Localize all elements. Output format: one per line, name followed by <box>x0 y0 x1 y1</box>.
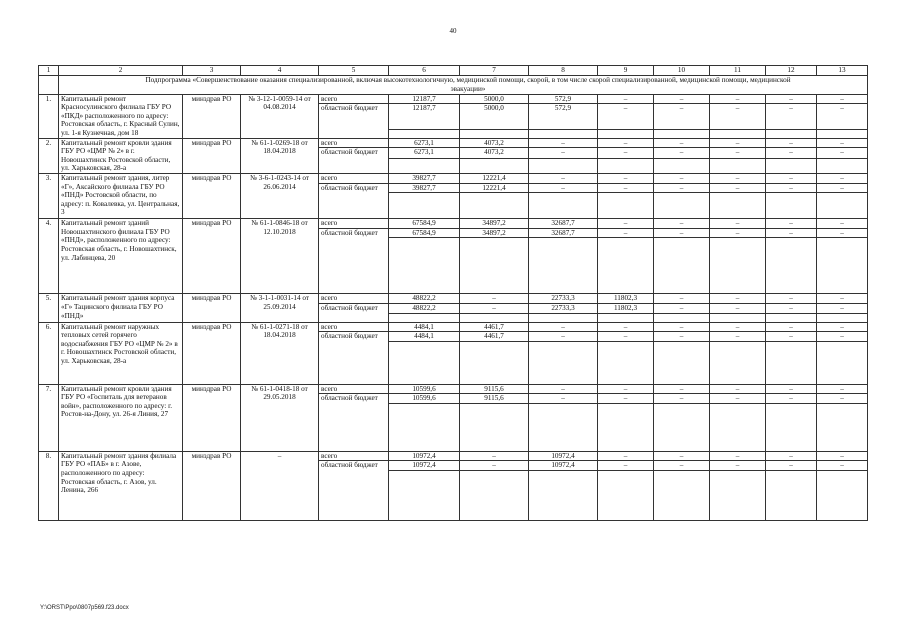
value-total: 12187,7 <box>389 94 460 104</box>
project-document: № 61-1-0271-18 от 18.04.2018 <box>241 322 319 384</box>
column-header-6: 6 <box>389 66 460 76</box>
empty-cell <box>654 238 710 294</box>
empty-cell <box>654 193 710 219</box>
value-regional: – <box>654 332 710 342</box>
value-total: – <box>766 94 817 104</box>
value-regional: – <box>710 461 766 471</box>
value-regional: – <box>654 461 710 471</box>
value-total: – <box>598 384 654 394</box>
empty-cell <box>817 158 868 173</box>
empty-cell <box>460 341 529 384</box>
value-regional: 572,9 <box>529 104 598 129</box>
value-regional: 12187,7 <box>389 104 460 129</box>
empty-cell <box>598 129 654 138</box>
value-total: – <box>710 138 766 148</box>
value-total: – <box>766 322 817 332</box>
value-total: 5000,0 <box>460 94 529 104</box>
empty-cell <box>710 238 766 294</box>
agency: минздрав РО <box>183 451 241 520</box>
table-row <box>39 173 868 183</box>
value-regional: 11802,3 <box>598 303 654 313</box>
value-regional: – <box>654 228 710 238</box>
source-total: всего <box>319 322 389 332</box>
project-document: № 61-1-0846-18 от 12.10.2018 <box>241 219 319 294</box>
table-row <box>39 384 868 394</box>
subprogram-row <box>39 75 868 94</box>
value-regional: – <box>817 148 868 159</box>
value-regional: – <box>766 228 817 238</box>
value-total: – <box>817 451 868 461</box>
value-regional: – <box>766 183 817 193</box>
value-total: – <box>710 322 766 332</box>
value-regional: – <box>710 104 766 129</box>
empty-cell <box>766 403 817 451</box>
empty-cell <box>529 129 598 138</box>
source-total: всего <box>319 451 389 461</box>
column-header-3: 3 <box>183 66 241 76</box>
value-regional: – <box>529 332 598 342</box>
empty-cell <box>598 238 654 294</box>
empty-cell <box>598 471 654 521</box>
empty-cell <box>460 193 529 219</box>
empty-cell <box>529 471 598 521</box>
column-header-12: 12 <box>766 66 817 76</box>
value-total: – <box>654 322 710 332</box>
empty-cell <box>817 193 868 219</box>
project-name: Капитальный ремонт зданий Новошахтинского филиала ГБУ РО «ПНД», расположенного по адресу: Ростовская область, г. Новошахтинск, ул. Лабинцева, 20 <box>59 219 183 294</box>
value-total: – <box>529 138 598 148</box>
value-total: – <box>460 294 529 304</box>
subprogram-title: Подпрограмма «Совершенствование оказания специализированной, включая высокотехнологичную, медицинской помощи, скорой, в том числе скорой специализированной, медицинской помощи, медицинской эвакуации» <box>59 75 868 94</box>
agency: минздрав РО <box>183 173 241 218</box>
row-number: 6. <box>39 322 59 384</box>
value-regional: – <box>654 303 710 313</box>
value-total: 10972,4 <box>389 451 460 461</box>
value-total: – <box>766 138 817 148</box>
row-number: 2. <box>39 138 59 173</box>
value-total: 11802,3 <box>598 294 654 304</box>
value-total: 22733,3 <box>529 294 598 304</box>
value-regional: – <box>817 461 868 471</box>
empty-cell <box>598 403 654 451</box>
empty-cell <box>654 341 710 384</box>
value-total: – <box>654 384 710 394</box>
table-row <box>39 94 868 104</box>
value-total: – <box>710 384 766 394</box>
value-regional: – <box>598 148 654 159</box>
value-total: – <box>598 451 654 461</box>
value-regional: 10972,4 <box>529 461 598 471</box>
value-regional: – <box>598 394 654 404</box>
column-header-11: 11 <box>710 66 766 76</box>
value-total: – <box>766 219 817 229</box>
value-total: – <box>529 384 598 394</box>
file-path-footer: Y:\ORST\Ppo\0807p569.f23.docx <box>40 605 129 611</box>
value-regional: 4484,1 <box>389 332 460 342</box>
value-regional: 12221,4 <box>460 183 529 193</box>
value-total: – <box>654 451 710 461</box>
empty-cell <box>817 313 868 322</box>
empty-cell <box>389 158 460 173</box>
value-regional: 6273,1 <box>389 148 460 159</box>
project-name: Капитальный ремонт кровли здания ГБУ РО «ЦМР № 2» в г. Новошахтинск Ростовской области, ул. Харьковская, 28-а <box>59 138 183 173</box>
empty-cell <box>710 341 766 384</box>
empty-cell <box>389 238 460 294</box>
value-total: – <box>766 451 817 461</box>
value-regional: – <box>598 461 654 471</box>
value-total: – <box>766 294 817 304</box>
source-regional: областной бюджет <box>319 148 389 174</box>
project-name: Капитальный ремонт Красносулинского филиала ГБУ РО «ПКД» расположенного по адресу: Ростовская область, г. Красный Сулин, ул. 1-я Кузнечная, дом 18 <box>59 94 183 138</box>
empty-cell <box>598 158 654 173</box>
value-total: 67584,9 <box>389 219 460 229</box>
empty-cell <box>460 158 529 173</box>
value-regional: – <box>654 148 710 159</box>
project-name: Капитальный ремонт кровли здания ГБУ РО «Госпиталь для ветеранов войн», расположенного по адресу: г. Ростов-на-Дону, ул. 26-я Линия, 27 <box>59 384 183 451</box>
empty-cell <box>460 313 529 322</box>
agency: минздрав РО <box>183 322 241 384</box>
budget-table <box>38 65 868 521</box>
source-total: всего <box>319 219 389 229</box>
value-total: 572,9 <box>529 94 598 104</box>
value-regional: 32687,7 <box>529 228 598 238</box>
value-total: 39827,7 <box>389 173 460 183</box>
value-total: – <box>598 173 654 183</box>
value-regional: – <box>710 228 766 238</box>
source-regional: областной бюджет <box>319 303 389 322</box>
value-regional: – <box>654 183 710 193</box>
value-regional: – <box>710 332 766 342</box>
value-total: – <box>598 94 654 104</box>
project-document: № 61-1-0269-18 от 18.04.2018 <box>241 138 319 173</box>
column-header-10: 10 <box>654 66 710 76</box>
empty-cell <box>710 471 766 521</box>
value-total: – <box>710 94 766 104</box>
value-total: 10599,6 <box>389 384 460 394</box>
value-regional: – <box>529 183 598 193</box>
value-regional: – <box>598 332 654 342</box>
value-regional: 9115,6 <box>460 394 529 404</box>
value-total: – <box>654 294 710 304</box>
empty-cell <box>710 403 766 451</box>
value-regional: – <box>598 183 654 193</box>
value-regional: – <box>817 183 868 193</box>
project-document: № 3-6-1-0243-14 от 26.06.2014 <box>241 173 319 218</box>
project-document: – <box>241 451 319 520</box>
agency: минздрав РО <box>183 138 241 173</box>
source-regional: областной бюджет <box>319 461 389 521</box>
source-total: всего <box>319 173 389 183</box>
value-regional: – <box>766 303 817 313</box>
value-regional: 10599,6 <box>389 394 460 404</box>
value-total: 6273,1 <box>389 138 460 148</box>
agency: минздрав РО <box>183 294 241 322</box>
empty-cell <box>654 129 710 138</box>
column-header-8: 8 <box>529 66 598 76</box>
empty-cell <box>529 313 598 322</box>
value-total: – <box>817 384 868 394</box>
value-regional: 5000,0 <box>460 104 529 129</box>
value-total: – <box>598 138 654 148</box>
value-total: – <box>710 173 766 183</box>
value-regional: 4073,2 <box>460 148 529 159</box>
empty-cell <box>389 471 460 521</box>
row-number: 7. <box>39 384 59 451</box>
value-regional: 34897,2 <box>460 228 529 238</box>
table-body <box>39 66 868 521</box>
empty-cell <box>389 193 460 219</box>
value-total: 34897,2 <box>460 219 529 229</box>
value-regional: – <box>817 303 868 313</box>
column-number-row <box>39 66 868 76</box>
value-total: – <box>710 451 766 461</box>
value-total: – <box>817 219 868 229</box>
table-row <box>39 219 868 229</box>
empty-cell <box>598 341 654 384</box>
value-regional: 4461,7 <box>460 332 529 342</box>
value-regional: – <box>710 394 766 404</box>
column-header-4: 4 <box>241 66 319 76</box>
value-total: 10972,4 <box>529 451 598 461</box>
value-total: – <box>598 219 654 229</box>
value-regional: – <box>766 104 817 129</box>
value-total: – <box>766 173 817 183</box>
empty-cell <box>766 129 817 138</box>
value-regional: – <box>817 394 868 404</box>
row-number: 8. <box>39 451 59 520</box>
value-regional: – <box>598 228 654 238</box>
column-header-2: 2 <box>59 66 183 76</box>
table-row <box>39 451 868 461</box>
empty-cell <box>460 403 529 451</box>
source-regional: областной бюджет <box>319 228 389 294</box>
empty-cell <box>529 238 598 294</box>
empty-cell <box>529 158 598 173</box>
empty-cell <box>710 158 766 173</box>
empty-cell <box>529 193 598 219</box>
value-total: – <box>766 384 817 394</box>
empty-cell <box>817 471 868 521</box>
value-total: – <box>817 173 868 183</box>
empty-cell <box>654 403 710 451</box>
value-total: – <box>529 322 598 332</box>
value-regional: – <box>766 332 817 342</box>
source-total: всего <box>319 138 389 148</box>
value-regional: 10972,4 <box>389 461 460 471</box>
empty-cell <box>389 403 460 451</box>
value-total: – <box>460 451 529 461</box>
empty-cell <box>460 471 529 521</box>
project-name: Капитальный ремонт здания, литер «Г», Аксайского филиала ГБУ РО «ПНД» Ростовской области, по адресу: п. Ковалевка, ул. Центральная, 3 <box>59 173 183 218</box>
source-total: всего <box>319 384 389 394</box>
value-total: 32687,7 <box>529 219 598 229</box>
source-regional: областной бюджет <box>319 104 389 138</box>
column-header-1: 1 <box>39 66 59 76</box>
value-total: – <box>710 219 766 229</box>
empty-cell <box>766 471 817 521</box>
column-header-9: 9 <box>598 66 654 76</box>
empty-cell <box>389 341 460 384</box>
agency: минздрав РО <box>183 384 241 451</box>
project-name: Капитальный ремонт здания филиала ГБУ РО «ПАБ» в г. Азове, расположенного по адресу: Ростовская область, г. Азов, ул. Ленина, 266 <box>59 451 183 520</box>
value-regional: – <box>766 148 817 159</box>
empty-cell <box>389 129 460 138</box>
column-header-5: 5 <box>319 66 389 76</box>
value-regional: 39827,7 <box>389 183 460 193</box>
empty-cell <box>766 193 817 219</box>
empty-cell <box>460 129 529 138</box>
value-total: – <box>529 173 598 183</box>
value-total: 9115,6 <box>460 384 529 394</box>
value-regional: – <box>710 148 766 159</box>
empty-cell <box>654 471 710 521</box>
value-regional: 48822,2 <box>389 303 460 313</box>
row-number: 3. <box>39 173 59 218</box>
table-row <box>39 294 868 304</box>
empty-cell <box>529 341 598 384</box>
project-document: № 3-12-1-0059-14 от 04.08.2014 <box>241 94 319 138</box>
table-row <box>39 322 868 332</box>
empty-cell <box>460 238 529 294</box>
project-name: Капитальный ремонт здания корпуса «Г» Тацинского филиала ГБУ РО «ПНД» <box>59 294 183 322</box>
value-total: 4484,1 <box>389 322 460 332</box>
source-regional: областной бюджет <box>319 394 389 452</box>
value-total: – <box>817 294 868 304</box>
empty-cell <box>817 341 868 384</box>
agency: минздрав РО <box>183 94 241 138</box>
value-total: – <box>598 322 654 332</box>
value-total: – <box>817 94 868 104</box>
value-regional: – <box>766 394 817 404</box>
row-number: 4. <box>39 219 59 294</box>
value-regional: – <box>817 228 868 238</box>
project-document: № 3-1-1-0031-14 от 25.09.2014 <box>241 294 319 322</box>
empty-cell <box>529 403 598 451</box>
empty-cell <box>710 313 766 322</box>
value-regional: – <box>766 461 817 471</box>
value-total: – <box>654 219 710 229</box>
row-number: 1. <box>39 94 59 138</box>
empty-cell <box>817 238 868 294</box>
empty-cell <box>598 313 654 322</box>
row-number: 5. <box>39 294 59 322</box>
source-regional: областной бюджет <box>319 183 389 219</box>
value-total: – <box>817 138 868 148</box>
table-row <box>39 138 868 148</box>
value-regional: – <box>529 394 598 404</box>
source-regional: областной бюджет <box>319 332 389 385</box>
value-regional: – <box>529 148 598 159</box>
value-total: – <box>817 322 868 332</box>
empty-cell <box>389 313 460 322</box>
page-number: 40 <box>449 27 457 35</box>
empty-cell <box>766 238 817 294</box>
value-total: – <box>654 138 710 148</box>
project-name: Капитальный ремонт наружных тепловых сетей горячего водоснабжения ГБУ РО «ЦМР № 2» в г. Новошахтинск Ростовской области, ул. Харьковская, 28-а <box>59 322 183 384</box>
project-document: № 61-1-0418-18 от 29.05.2018 <box>241 384 319 451</box>
value-total: – <box>710 294 766 304</box>
source-total: всего <box>319 294 389 304</box>
column-header-13: 13 <box>817 66 868 76</box>
empty-cell <box>766 158 817 173</box>
value-total: 12221,4 <box>460 173 529 183</box>
column-header-7: 7 <box>460 66 529 76</box>
value-regional: – <box>710 183 766 193</box>
empty-cell <box>766 341 817 384</box>
value-total: 48822,2 <box>389 294 460 304</box>
empty-cell <box>710 129 766 138</box>
agency: минздрав РО <box>183 219 241 294</box>
value-total: 4073,2 <box>460 138 529 148</box>
value-total: – <box>654 173 710 183</box>
value-regional: – <box>460 303 529 313</box>
value-regional: – <box>654 104 710 129</box>
empty-cell <box>598 193 654 219</box>
value-regional: – <box>460 461 529 471</box>
value-regional: – <box>817 104 868 129</box>
empty-cell <box>766 313 817 322</box>
value-regional: 67584,9 <box>389 228 460 238</box>
value-regional: 22733,3 <box>529 303 598 313</box>
value-regional: – <box>598 104 654 129</box>
value-regional: – <box>710 303 766 313</box>
empty-cell <box>710 193 766 219</box>
empty-cell <box>817 129 868 138</box>
value-regional: – <box>817 332 868 342</box>
value-total: – <box>654 94 710 104</box>
value-total: 4461,7 <box>460 322 529 332</box>
empty-cell <box>654 313 710 322</box>
empty-cell <box>654 158 710 173</box>
source-total: всего <box>319 94 389 104</box>
empty-cell <box>817 403 868 451</box>
value-regional: – <box>654 394 710 404</box>
